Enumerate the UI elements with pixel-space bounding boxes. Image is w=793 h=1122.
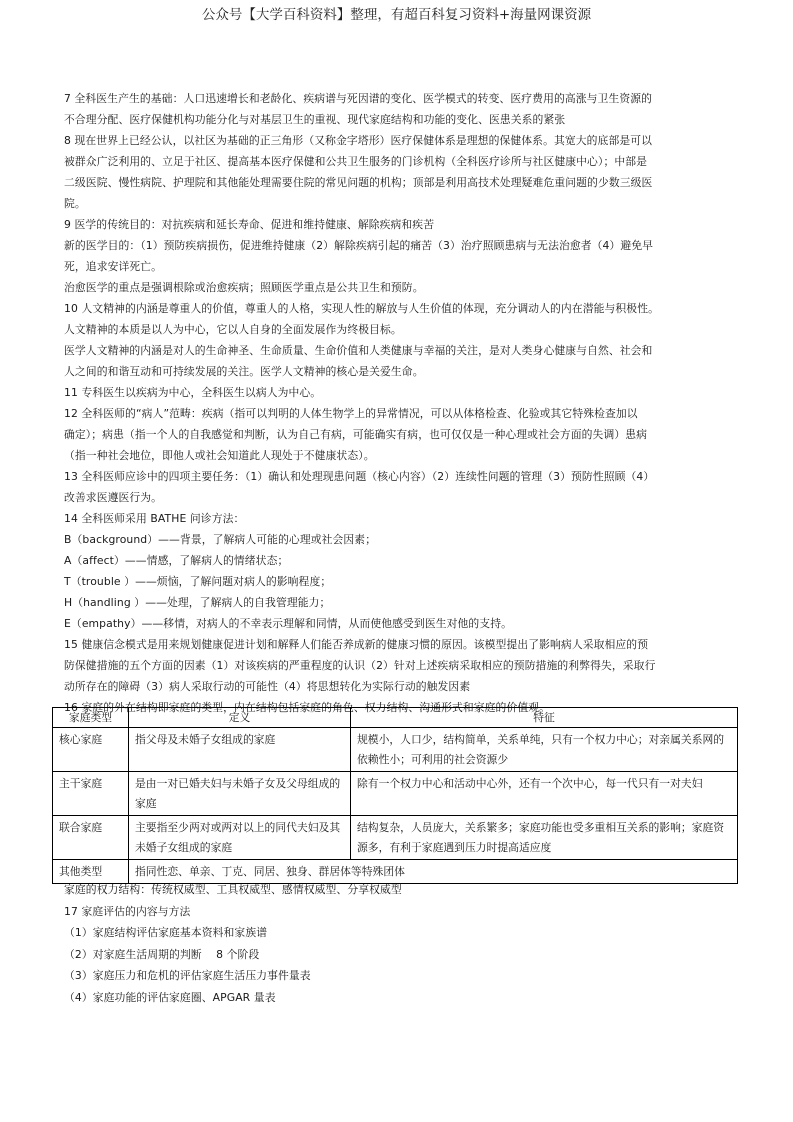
text-line: 人之间的和谐互动和可持续发展的关注。医学人文精神的核心是关爱生命。	[64, 365, 424, 378]
table-cell-type: 主干家庭	[53, 772, 129, 816]
text-line: （指一种社会地位，即他人或社会知道此人现处于不健康状态）。	[64, 449, 375, 462]
text-line: 新的医学目的：（1）预防疾病损伤，促进维持健康（2）解除疾病引起的痛苦（3）治疗照顾患病与无法治愈者（4）避免早	[64, 239, 654, 252]
text-line: 治愈医学的重点是强调根除或治愈疾病；照顾医学重点是公共卫生和预防。	[64, 281, 424, 294]
table-row	[53, 772, 738, 816]
table-header-row	[53, 708, 738, 728]
text-line: 改善求医遵医行为。	[64, 491, 163, 504]
text-line: （4）家庭功能的评估家庭圈、APGAR 量表	[64, 990, 276, 1004]
table-cell-def: 指父母及未婚子女组成的家庭	[129, 728, 351, 772]
text-line: 院。	[64, 197, 86, 210]
text-line: 17 家庭评估的内容与方法	[64, 904, 191, 918]
table-cell-def: 主要指至少两对或两对以上的同代夫妇及其未婚子女组成的家庭	[129, 816, 351, 860]
text-line: （3）家庭压力和危机的评估家庭生活压力事件量表	[64, 969, 311, 982]
text-line: 家庭的权力结构：传统权威型、工具权威型、感情权威型、分享权威型	[64, 883, 402, 896]
after-table-text	[64, 879, 720, 1008]
table-header-cell: 特征	[351, 708, 738, 728]
text-line: 16 家庭的外在结构即家庭的类型，内在结构包括家庭的角色、权力结构、沟通形式和家庭的价值观。	[64, 701, 551, 714]
text-line: H（handling ）——处理，了解病人的自我管理能力；	[64, 596, 331, 609]
table-cell-type: 其他类型	[53, 860, 129, 884]
table-cell-type: 联合家庭	[53, 816, 129, 860]
text-line: 13 全科医师应诊中的四项主要任务：（1）确认和处理现患问题（核心内容）（2）连续性问题的管理（3）预防性照顾（4）	[64, 470, 655, 483]
text-line: 14 全科医师采用 BATHE 问诊方法：	[64, 512, 245, 525]
text-line: （2）对家庭生活周期的判断 8 个阶段	[64, 947, 260, 961]
text-line: 7 全科医生产生的基础：人口迅速增长和老龄化、疾病谱与死因谱的变化、医学模式的转变、医疗费用的高涨与卫生资源的	[64, 92, 653, 105]
text-line: 医学人文精神的内涵是对人的生命神圣、生命质量、生命价值和人类健康与幸福的关注，是对人类身心健康与自然、社会和	[64, 344, 653, 357]
page-header: 公众号【大学百科资料】整理，有超百科复习资料+海量网课资源	[201, 7, 592, 23]
table-row	[53, 816, 738, 860]
text-line: A（affect）——情感，了解病人的情绪状态；	[64, 554, 289, 567]
text-line: 二级医院、慢性病院、护理院和其他能处理需要住院的常见问题的机构；顶部是利用高技术处理疑难危重问题的少数三级医	[64, 176, 653, 189]
text-line: 不合理分配、医疗保健机构功能分化与对基层卫生的重视、现代家庭结构和功能的变化、医患关系的紧张	[64, 113, 566, 126]
table-row	[53, 728, 738, 772]
main-text	[64, 88, 720, 718]
text-line: 11 专科医生以疾病为中心，全科医生以病人为中心。	[64, 386, 322, 399]
text-line: 死，追求安详死亡。	[64, 260, 163, 273]
text-line: B（background）——背景，了解病人可能的心理或社会因素；	[64, 533, 377, 546]
text-line: 确定）；病患（指一个人的自我感觉和判断，认为自己有病，可能确实有病，也可仅仅是一种心理或社会方面的失调）患病	[64, 428, 648, 441]
text-line: 防保健措施的五个方面的因素（1）对该疾病的严重程度的认识（2）针对上述疾病采取相应的预防措施的利弊得失，采取行	[64, 659, 656, 672]
text-line: E（empathy）——移情，对病人的不幸表示理解和同情，从而使他感受到医生对他的支持。	[64, 617, 513, 630]
table-cell-def: 是由一对已婚夫妇与未婚子女及父母组成的家庭	[129, 772, 351, 816]
table-cell-def: 指同性恋、单亲、丁克、同居、独身、群居体等特殊团体	[129, 860, 738, 884]
text-line: 10 人文精神的内涵是尊重人的价值，尊重人的人格，实现人性的解放与人生价值的体现，充分调动人的内在潜能与积极性。	[64, 302, 659, 315]
text-line: 12 全科医师的“病人”范畴：疾病（指可以判明的人体生物学上的异常情况，可以从体格检查、化验或其它特殊检查加以	[64, 407, 638, 420]
table-header-cell: 家庭类型	[53, 708, 129, 728]
text-line: 15 健康信念模式是用来规划健康促进计划和解释人们能否养成新的健康习惯的原因。该模型提出了影响病人采取相应的预	[64, 638, 649, 651]
table-cell-feat: 除有一个权力中心和活动中心外，还有一个次中心，每一代只有一对夫妇	[351, 772, 738, 816]
table-header-cell: 定义	[129, 708, 351, 728]
text-line: （1）家庭结构评估家庭基本资料和家族谱	[64, 926, 268, 939]
table-cell-feat: 结构复杂，人员庞大，关系繁多；家庭功能也受多重相互关系的影响；家庭资源多，有利于家庭遇到压力时提高适应度	[351, 816, 738, 860]
table-cell-type: 核心家庭	[53, 728, 129, 772]
table-cell-feat: 规模小，人口少，结构简单，关系单纯，只有一个权力中心；对亲属关系网的依赖性小；可利用的社会资源少	[351, 728, 738, 772]
text-line: 9 医学的传统目的：对抗疾病和延长寿命、促进和维持健康、解除疾病和疾苦	[64, 218, 435, 231]
text-line: 被群众广泛利用的、立足于社区、提高基本医疗保健和公共卫生服务的门诊机构（全科医疗诊所与社区健康中心）；中部是	[64, 155, 648, 168]
family-type-table	[52, 707, 738, 884]
text-line: 动所存在的障碍（3）病人采取行动的可能性（4）将思想转化为实际行动的触发因素	[64, 680, 471, 693]
text-line: 人文精神的本质是以人为中心，它以人自身的全面发展作为终极目标。	[64, 323, 402, 336]
text-line: T（trouble ）——烦恼，了解问题对病人的影响程度；	[64, 575, 332, 588]
text-line: 8 现在世界上已经公认，以社区为基础的正三角形（又称金字塔形）医疗保健体系是理想的保健体系。其宽大的底部是可以	[64, 134, 653, 147]
